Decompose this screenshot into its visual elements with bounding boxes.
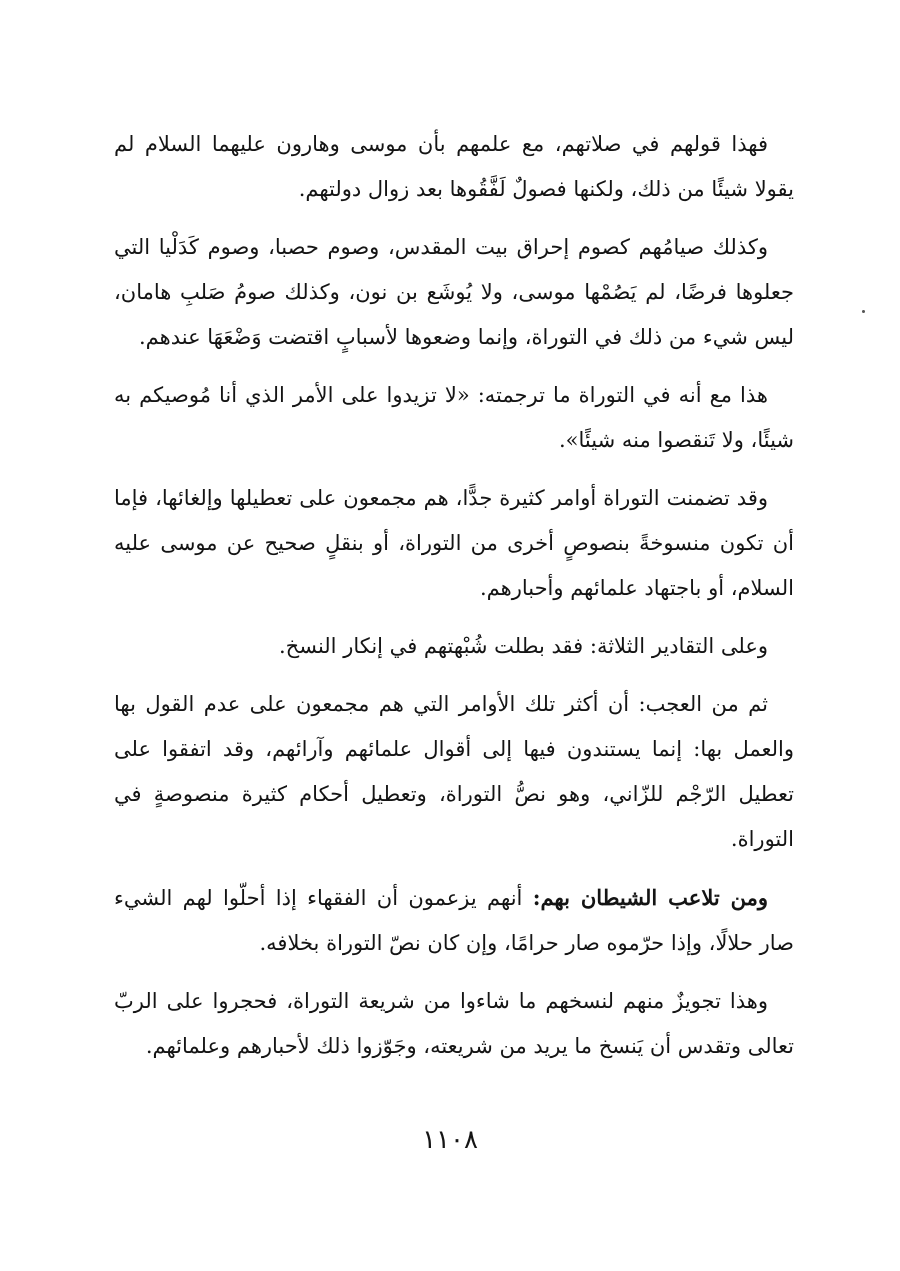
paragraph-4 bbox=[114, 476, 794, 611]
paragraph-2-text: وكذلك صيامُهم كصوم إحراق بيت المقدس، وصوم حصبا، وصوم كَدَلْيا التي جعلوها فرضًا، لم يَصُمْها موسى، ولا يُوشَع بن نون، وكذلك صومُ صَلبِ هامان، ليس شيء من ذلك في التوراة، وإنما وضعوها لأسبابٍ اقتضت وَضْعَهَا عندهم. bbox=[114, 235, 794, 349]
paragraph-8-text: وهذا تجويزٌ منهم لنسخهم ما شاءوا من شريعة التوراة، فحجروا على الربّ تعالى وتقدس أن يَنسخ ما يريد من شريعته، وجَوّزوا ذلك لأحبارهم وعلمائهم. bbox=[114, 989, 794, 1058]
paragraph-5 bbox=[114, 624, 794, 669]
paragraph-1 bbox=[114, 122, 794, 212]
paragraph-1-text: فهذا قولهم في صلاتهم، مع علمهم بأن موسى وهارون عليهما السلام لم يقولا شيئًا من ذلك، ولكنها فصولٌ لَفَّقُوها بعد زوال دولتهم. bbox=[114, 132, 794, 201]
paragraph-3-text: هذا مع أنه في التوراة ما ترجمته: «لا تزيدوا على الأمر الذي أنا مُوصيكم به شيئًا، ولا تَنقصوا منه شيئًا». bbox=[114, 383, 794, 452]
paragraph-5-text: وعلى التقادير الثلاثة: فقد بطلت شُبْهتهم في إنكار النسخ. bbox=[278, 634, 768, 658]
margin-dot bbox=[862, 310, 865, 313]
paragraph-3 bbox=[114, 373, 794, 463]
paragraph-2 bbox=[114, 225, 794, 360]
paragraph-7-text: أنهم يزعمون أن الفقهاء إذا أحلّوا لهم الشيء صار حلالًا، وإذا حرّموه صار حرامًا، وإن كان نصّ التوراة بخلافه. bbox=[114, 886, 794, 955]
paragraph-8 bbox=[114, 979, 794, 1069]
paragraph-7-lead: ومن تلاعب الشيطان بهم: bbox=[532, 885, 769, 910]
page-body bbox=[114, 122, 794, 1082]
paragraph-6 bbox=[114, 682, 794, 862]
paragraph-6-text: ثم من العجب: أن أكثر تلك الأوامر التي هم مجمعون على عدم القول بها والعمل بها: إنما يستندون فيها إلى أقوال علمائهم وآرائهم، وقد اتفقوا على تعطيل الرّجْم للزّاني، وهو نصُّ التوراة، وتعطيل أحكام كثيرة منصوصةٍ في التوراة. bbox=[114, 692, 794, 851]
paragraph-7 bbox=[114, 875, 794, 966]
page-number: ١١٠٨ bbox=[422, 1125, 478, 1155]
paragraph-4-text: وقد تضمنت التوراة أوامر كثيرة جدًّا، هم مجمعون على تعطيلها وإلغائها، فإما أن تكون منسوخةً بنصوصٍ أخرى من التوراة، أو بنقلٍ صحيح عن موسى عليه السلام، أو باجتهاد علمائهم وأحبارهم. bbox=[114, 486, 794, 600]
